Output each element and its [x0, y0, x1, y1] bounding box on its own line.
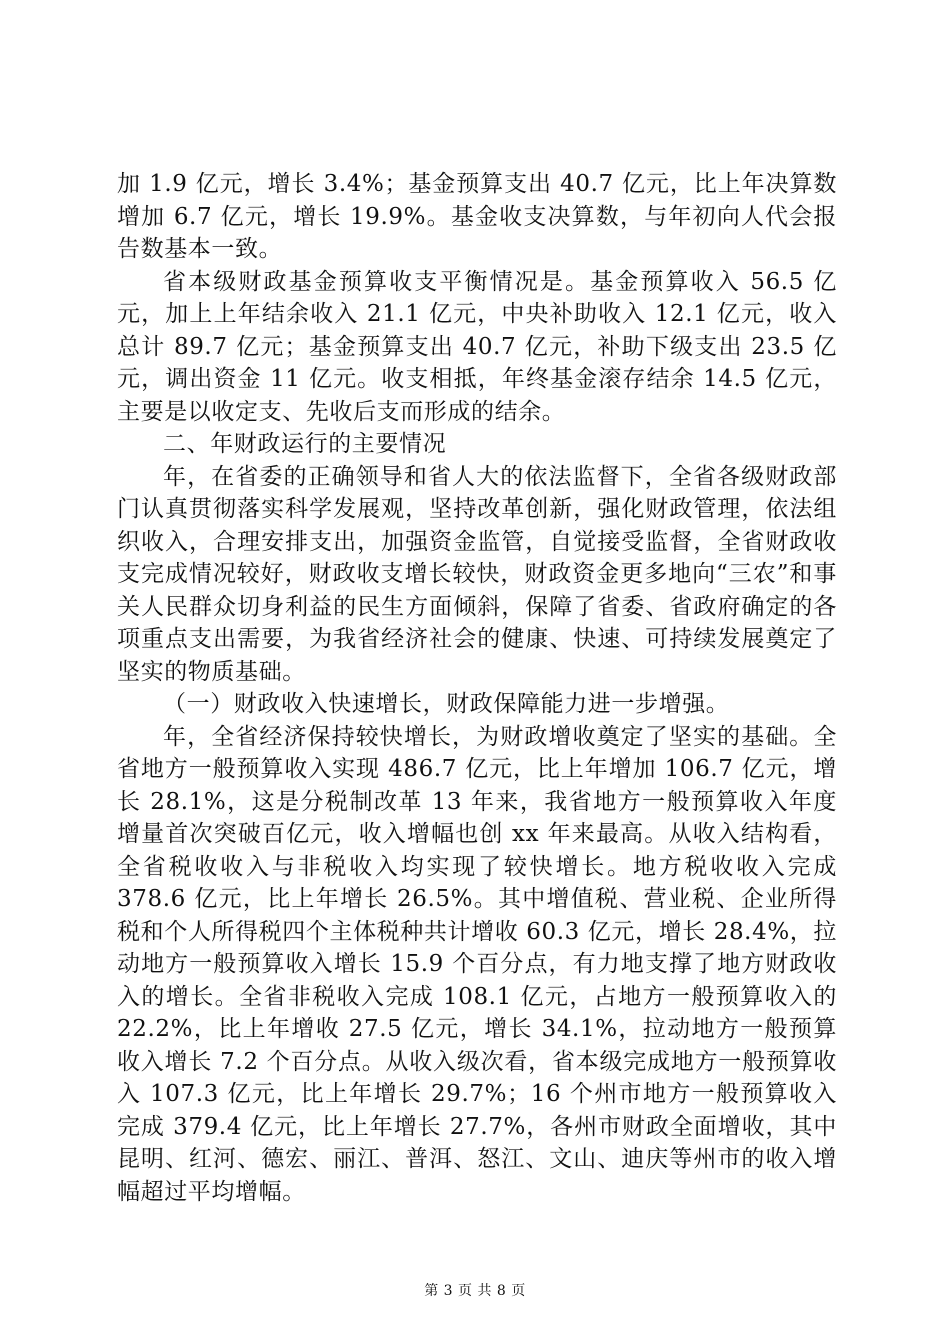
paragraph-provincial-fund-balance: 省本级财政基金预算收支平衡情况是。基金预算收入 56.5 亿元，加上上年结余收入 21.1 亿元，中央补助收入 12.1 亿元，收入总计 89.7 亿元；基金预算支出 40.7 亿元，补助下级支出 23.5 亿元，调出资金 11 亿元。收支相抵，年终基金滚存结余 14.5 亿元，主要是以收定支、先收后支而形成的结余。 [117, 268, 837, 425]
paragraph-fund-summary: 加 1.9 亿元，增长 3.4%；基金预算支出 40.7 亿元，比上年决算数增加 6.7 亿元，增长 19.9%。基金收支决算数，与年初向人代会报告数基本一致。 [117, 171, 837, 262]
paragraph-revenue-details: 年，全省经济保持较快增长，为财政增收奠定了坚实的基础。全省地方一般预算收入实现 486.7 亿元，比上年增加 106.7 亿元，增长 28.1%，这是分税制改革 13 年来，我省地方一般预算收入年度增量首次突破百亿元，收入增幅也创 xx 年来最高。从收入结构看，全省税收收入与非税收入均实现了较快增长。地方税收收入完成 378.6 亿元，比上年增长 26.5%。其中增值税、营业税、企业所得税和个人所得税四个主体税种共计增收 60.3 亿元，增长 28.4%，拉动地方一般预算收入增长 15.9 个百分点，有力地支撑了地方财政收入的增长。全省非税收入完成 108.1 亿元，占地方一般预算收入的 22.2%，比上年增收 27.5 亿元，增长 34.1%，拉动地方一般预算收入增长 7.2 个百分点。从收入级次看，省本级完成地方一般预算收入 107.3 亿元，比上年增长 29.7%；16 个州市地方一般预算收入完成 379.4 亿元，比上年增长 27.7%，各州市财政全面增收，其中昆明、红河、德宏、丽江、普洱、怒江、文山、迪庆等州市的收入增幅超过平均增幅。 [117, 723, 837, 1205]
document-body [117, 168, 837, 1208]
paragraph-fiscal-overview: 年，在省委的正确领导和省人大的依法监督下，全省各级财政部门认真贯彻落实科学发展观，坚持改革创新，强化财政管理，依法组织收入，合理安排支出，加强资金监管，自觉接受监督，全省财政收支完成情况较好，财政收支增长较快，财政资金更多地向“三农”和事关人民群众切身利益的民生方面倾斜，保障了省委、省政府确定的各项重点支出需要，为我省经济社会的健康、快速、可持续发展奠定了坚实的物质基础。 [117, 463, 837, 685]
section-heading-fiscal-operation: 二、年财政运行的主要情况 [163, 431, 447, 457]
subsection-heading-revenue-growth: （一）财政收入快速增长，财政保障能力进一步增强。 [163, 691, 730, 717]
page-number-footer: 第 3 页 共 8 页 [424, 1283, 526, 1299]
